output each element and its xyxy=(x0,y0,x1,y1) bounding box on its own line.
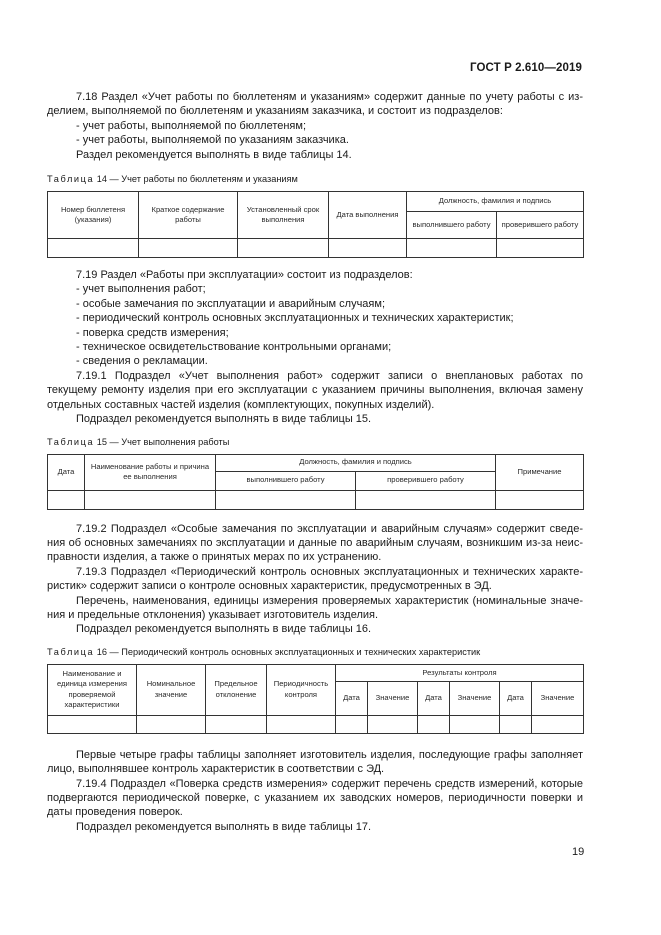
th-performer: выполнившего работу xyxy=(216,471,356,490)
table-cell xyxy=(48,239,139,258)
paragraph-7-19-4: 7.19.4 Подраздел «Поверка средств измерения» содержит перечень средств измерений, которые подвергаются периодической поверке, с указанием их заводских номеров, периодичности поверки и даты проведения поверок. xyxy=(47,777,583,819)
th-date: Дата xyxy=(500,681,532,715)
table-cell xyxy=(206,715,267,733)
list-item: - сведения о рекламации. xyxy=(76,355,208,368)
th-period: Периодичность контроля xyxy=(267,664,336,715)
list-item: - техническое освидетельствование контрольными органами; xyxy=(76,341,392,354)
caption-word: Таблица xyxy=(47,174,95,185)
table-cell xyxy=(85,490,216,509)
table-cell xyxy=(329,239,407,258)
list-item: - учет работы, выполняемой по указаниям заказчика. xyxy=(76,134,349,147)
th-date: Дата xyxy=(336,681,368,715)
caption-text: 16 — Периодический контроль основных эксплуатационных и технических характеристик xyxy=(94,646,481,657)
paragraph-columns-note: Первые четыре графы таблицы заполняет изготовитель изделия, последующие графы заполняет лицо, выполнявшее контроль характеристик в соответствии с ЭД. xyxy=(47,748,583,776)
table-cell xyxy=(139,239,238,258)
table-cell xyxy=(356,490,496,509)
table-cell xyxy=(496,490,584,509)
table-cell xyxy=(407,239,497,258)
table-15 xyxy=(47,454,584,510)
th-work-name: Наименование работы и причина ее выполнения xyxy=(85,454,216,490)
caption-text: 15 — Учет выполнения работы xyxy=(94,436,230,447)
table-cell xyxy=(48,715,137,733)
th-characteristic: Наименование и единица измерения проверяемой характеристики xyxy=(48,664,137,715)
th-results-group: Результаты контроля xyxy=(336,664,584,681)
paragraph-table15-ref: Подраздел рекомендуется выполнять в виде таблицы 15. xyxy=(76,413,372,426)
th-bulletin: Номер бюллетеня (указания) xyxy=(48,192,139,239)
th-signature-group: Должность, фамилия и подпись xyxy=(216,454,496,471)
th-signature-group: Должность, фамилия и подпись xyxy=(407,192,584,212)
th-tolerance: Предельное отклонение xyxy=(206,664,267,715)
caption-text: 14 — Учет работы по бюллетеням и указаниям xyxy=(94,174,298,185)
table-cell xyxy=(216,490,356,509)
paragraph-7-19: 7.19 Раздел «Работы при эксплуатации» состоит из подразделов: xyxy=(76,269,413,282)
paragraph-table14-ref: Раздел рекомендуется выполнять в виде таблицы 14. xyxy=(76,148,352,161)
paragraph-7-18: 7.18 Раздел «Учет работы по бюллетеням и указаниям» содержит данные по учету работы с изделием, выполняемой по бюллетеням и указаниям заказчика, и состоит из подразделов: xyxy=(47,91,583,118)
caption-word: Таблица xyxy=(47,436,95,447)
table15-caption xyxy=(47,436,583,448)
th-date: Дата выполнения xyxy=(329,192,407,239)
table-cell xyxy=(500,715,532,733)
th-date: Дата xyxy=(418,681,450,715)
paragraph-7-19-1: 7.19.1 Подраздел «Учет выполнения работ» содержит записи о внеплановых работах по текущему ремонту изделия при его эксплуатации с указанием причины выполнения, включая замену отдельных составных частей изделия (комплектующих, покупных изделий). xyxy=(47,369,583,411)
standard-code: ГОСТ Р 2.610—2019 xyxy=(470,62,582,74)
page-number: 19 xyxy=(572,846,585,858)
th-value: Значение xyxy=(368,681,418,715)
th-checker: проверившего работу xyxy=(497,212,584,239)
paragraph-characteristics: Перечень, наименования, единицы измерения проверяемых характеристик (номинальные значения и предельные отклонения) указывает изготовитель изделия. xyxy=(47,594,583,621)
page-content xyxy=(47,90,583,834)
list-item: - периодический контроль основных эксплуатационных и технических характеристик; xyxy=(76,312,514,325)
table-row xyxy=(48,490,584,509)
table-cell xyxy=(418,715,450,733)
th-value: Значение xyxy=(450,681,500,715)
table-cell xyxy=(336,715,368,733)
th-date: Дата xyxy=(48,454,85,490)
paragraph-7-19-3: 7.19.3 Подраздел «Периодический контроль основных эксплуатационных и технических характеристик» содержит записи о контроле основных характеристик, предусмотренных в ЭД. xyxy=(47,565,583,593)
table-cell xyxy=(368,715,418,733)
th-performer: выполнившего работу xyxy=(407,212,497,239)
list-item: - поверка средств измерения; xyxy=(76,326,229,339)
caption-word: Таблица xyxy=(47,646,95,657)
list-item: - учет выполнения работ; xyxy=(76,283,206,296)
table-cell xyxy=(267,715,336,733)
list-item: - учет работы, выполняемой по бюллетеням; xyxy=(76,119,307,132)
table-cell xyxy=(450,715,500,733)
table-cell xyxy=(137,715,206,733)
table16-caption xyxy=(47,646,583,658)
table-row xyxy=(48,239,584,258)
th-summary: Краткое содержание работы xyxy=(139,192,238,239)
th-nominal: Номинальное значение xyxy=(137,664,206,715)
list-item: - особые замечания по эксплуатации и аварийным случаям; xyxy=(76,297,386,310)
table-cell xyxy=(48,490,85,509)
paragraph-table17-ref: Подраздел рекомендуется выполнять в виде таблицы 17. xyxy=(76,820,372,833)
th-note: Примечание xyxy=(496,454,584,490)
table14-caption xyxy=(47,173,583,185)
paragraph-table16-ref: Подраздел рекомендуется выполнять в виде таблицы 16. xyxy=(76,623,372,636)
th-value: Значение xyxy=(532,681,584,715)
table-cell xyxy=(238,239,329,258)
table-16 xyxy=(47,664,584,734)
table-cell xyxy=(497,239,584,258)
th-checker: проверившего работу xyxy=(356,471,496,490)
table-row xyxy=(48,715,584,733)
th-due: Установленный срок выполнения xyxy=(238,192,329,239)
table-cell xyxy=(532,715,584,733)
table-14 xyxy=(47,191,584,258)
paragraph-7-19-2: 7.19.2 Подраздел «Особые замечания по эксплуатации и аварийным случаям» содержит сведения об основных замечаниях по эксплуатации и данные по аварийным случаям, возникшим из-за неисправности изделия, а также о принятых мерах по их устранению. xyxy=(47,522,583,564)
